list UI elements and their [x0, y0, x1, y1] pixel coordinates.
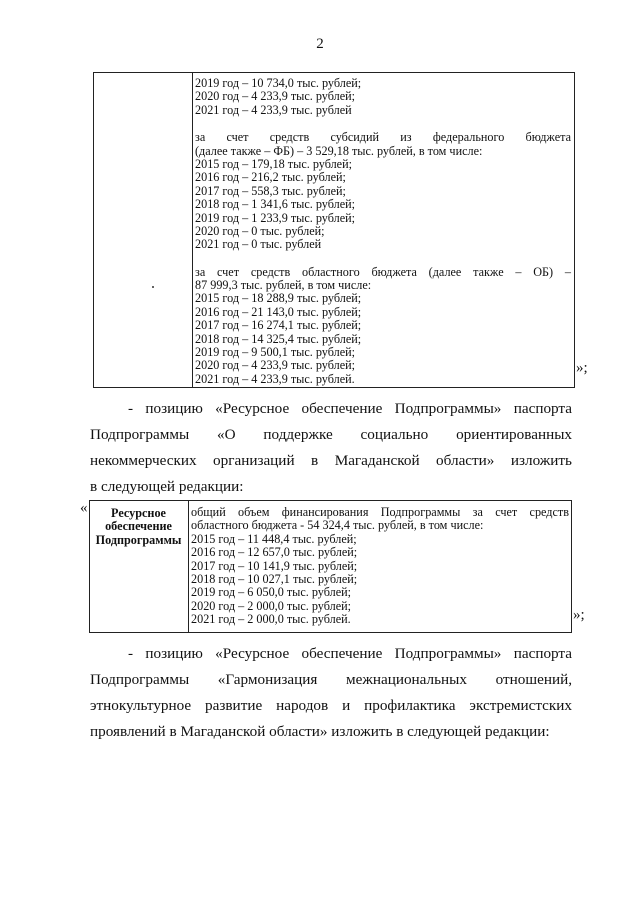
year-line: 2015 год – 179,18 тыс. рублей; [195, 156, 352, 171]
paragraph-line: - позицию «Ресурсное обеспечение Подпрограммы» паспорта [128, 645, 572, 662]
year-line: 2020 год – 4 233,9 тыс. рублей; [195, 89, 356, 104]
paragraph-line: - позицию «Ресурсное обеспечение Подпрограммы» паспорта [128, 400, 572, 417]
opening-quote: « [80, 500, 88, 516]
year-line: 2019 год – 10 734,0 тыс. рублей; [195, 76, 362, 90]
year-line: 2016 год – 216,2 тыс. рублей; [195, 170, 346, 185]
year-line: 2015 год – 11 448,4 тыс. рублей; [191, 531, 357, 546]
paragraph-line: некоммерческих организаций в Магаданской области» изложить [90, 452, 572, 469]
paragraph-line: Подпрограммы «О поддержке социально ориентированных [90, 426, 572, 443]
year-line: 2018 год – 1 341,6 тыс. рублей; [195, 197, 356, 212]
year-line: 2017 год – 10 141,9 тыс. рублей; [191, 558, 358, 573]
resource-header-cell [90, 507, 187, 547]
year-line: 2021 год – 2 000,0 тыс. рублей. [191, 612, 351, 627]
column-divider [188, 501, 189, 632]
year-line: 2015 год – 18 288,9 тыс. рублей; [195, 291, 362, 306]
funding-text-continued [195, 77, 571, 386]
year-line: 2017 год – 16 274,1 тыс. рублей; [195, 318, 362, 333]
header-line: обеспечение [105, 519, 172, 534]
year-line: 2019 год – 1 233,9 тыс. рублей; [195, 210, 356, 225]
year-line: 2020 год – 4 233,9 тыс. рублей; [195, 358, 356, 373]
page-number: 2 [316, 36, 324, 52]
total-funding-intro: областного бюджета - 54 324,4 тыс. рублей, в том числе: [191, 518, 484, 533]
paragraph-line: проявлений в Магаданской области» изложить в следующей редакции: [90, 723, 550, 740]
closing-quote: »; [573, 607, 585, 623]
header-line: Подпрограммы [95, 532, 182, 547]
year-line: 2019 год – 9 500,1 тыс. рублей; [195, 345, 356, 360]
year-line: 2020 год – 2 000,0 тыс. рублей; [191, 598, 352, 613]
funding-text [191, 506, 569, 627]
paragraph-line: в следующей редакции: [90, 478, 244, 495]
year-line: 2018 год – 14 325,4 тыс. рублей; [195, 331, 362, 346]
year-line: 2018 год – 10 027,1 тыс. рублей; [191, 571, 358, 586]
total-funding-intro: общий объем финансирования Подпрограммы за счет средств [191, 505, 569, 519]
column-divider [192, 73, 193, 387]
year-line: 2019 год – 6 050,0 тыс. рублей; [191, 585, 352, 600]
federal-budget-intro: за счет средств субсидий из федерального бюджета [195, 130, 571, 145]
year-line: 2016 год – 21 143,0 тыс. рублей; [195, 304, 362, 319]
federal-budget-intro: (далее также – ФБ) – 3 529,18 тыс. рублей, в том числе: [195, 143, 483, 158]
year-line: 2021 год – 4 233,9 тыс. рублей [195, 102, 352, 117]
year-line: 2016 год – 12 657,0 тыс. рублей; [191, 545, 358, 560]
year-line: 2020 год – 0 тыс. рублей; [195, 223, 325, 238]
regional-budget-intro: 87 999,3 тыс. рублей, в том числе: [195, 278, 372, 293]
regional-budget-intro: за счет средств областного бюджета (далее также – ОБ) – [195, 264, 571, 279]
paragraph-line: Подпрограммы «Гармонизация межнациональных отношений, [90, 671, 572, 688]
paragraph-line: этнокультурное развитие народов и профилактика экстремистских [90, 697, 572, 714]
year-line: 2021 год – 4 233,9 тыс. рублей. [195, 371, 355, 386]
year-line: 2017 год – 558,3 тыс. рублей; [195, 183, 346, 198]
header-line: Ресурсное [111, 506, 166, 520]
scan-dot [152, 286, 154, 288]
year-line: 2021 год – 0 тыс. рублей [195, 237, 322, 252]
closing-quote: »; [576, 360, 588, 376]
